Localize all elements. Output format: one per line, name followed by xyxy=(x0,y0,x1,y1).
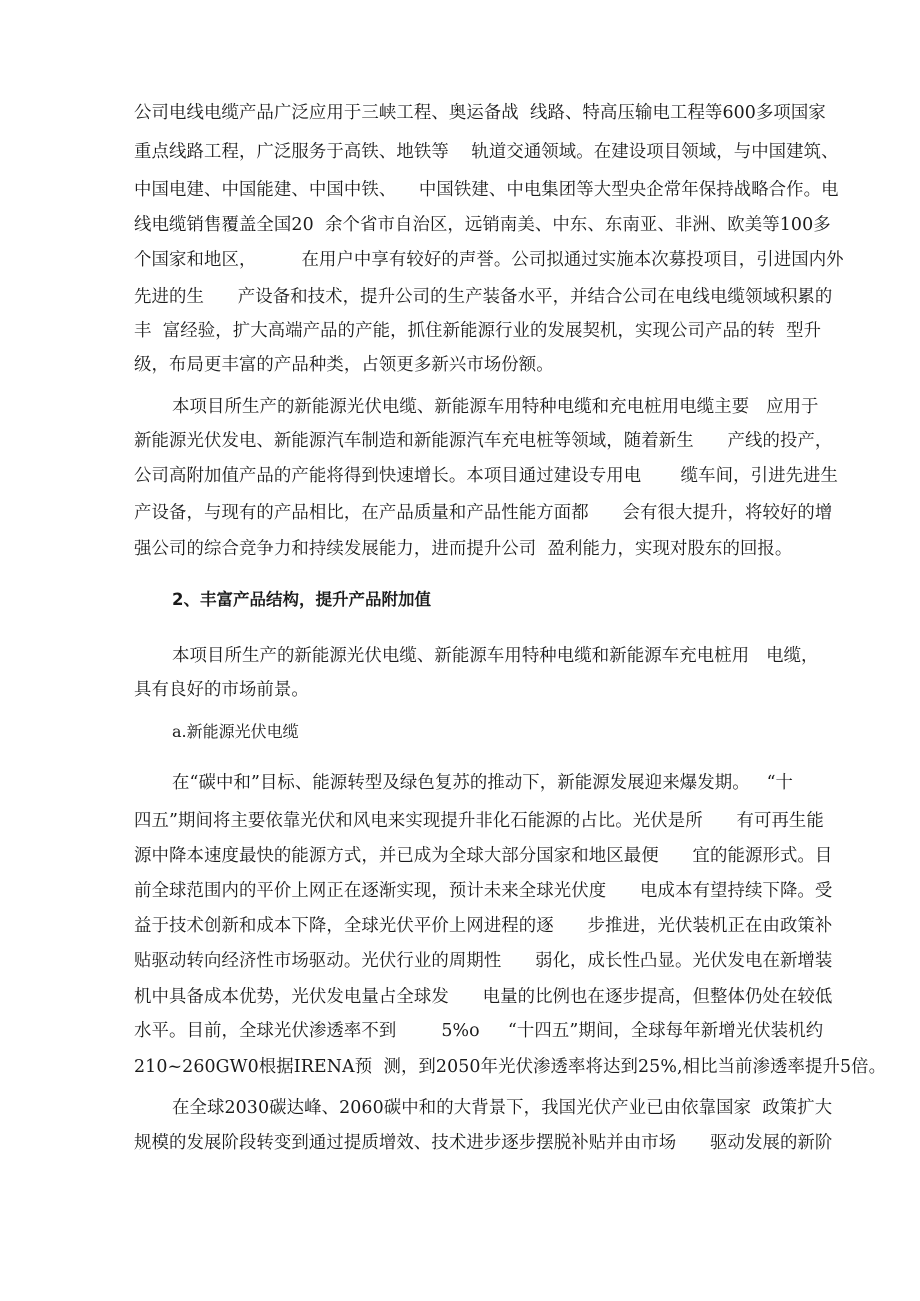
paragraph-line: 个国家和地区， 在用户中享有较好的声誉。公司拟通过实施本次募投项目，引进国内外 xyxy=(134,250,844,270)
paragraph-line: 本项目所生产的新能源光伏电缆、新能源车用特种电缆和充电桩用电缆主要 应用于 xyxy=(172,397,819,417)
paragraph-line: 公司高附加值产品的产能将得到快速增长。本项目通过建设专用电 缆车间，引进先进生 xyxy=(134,466,839,486)
paragraph-line: 源中降本速度最快的能源方式，并已成为全球大部分国家和地区最便 宜的能源形式。目 xyxy=(134,846,833,866)
paragraph-line: 丰 富经验，扩大高端产品的产能，抓住新能源行业的发展契机，实现公司产品的转 型升 xyxy=(134,321,822,341)
section-heading: 2、丰富产品结构，提升产品附加值 xyxy=(172,590,431,609)
paragraph-line: 产设备，与现有的产品相比，在产品质量和产品性能方面都 会有很大提升，将较好的增 xyxy=(134,503,833,523)
paragraph-line: 级，布局更丰富的产品种类，占领更多新兴市场份额。 xyxy=(134,355,554,375)
paragraph-line: 公司电线电缆产品广泛应用于三峡工程、奥运备战 线路、特高压输电工程等600多项国家 xyxy=(134,103,826,123)
paragraph-line: 线电缆销售覆盖全国20 余个省市自治区，远销南美、中东、东南亚、非洲、欧美等100多 xyxy=(134,215,831,235)
subsection-heading: a.新能源光伏电缆 xyxy=(172,722,299,741)
paragraph-line: 在“碳中和”目标、能源转型及绿色复苏的推动下，新能源发展迎来爆发期。 “十 xyxy=(172,773,794,793)
paragraph-line: 机中具备成本优势，光伏发电量占全球发 电量的比例也在逐步提高，但整体仍处在较低 xyxy=(134,987,833,1007)
paragraph-line: 重点线路工程，广泛服务于高铁、地铁等 轨道交通领域。在建设项目领域，与中国建筑、 xyxy=(134,142,839,162)
paragraph-line: 贴驱动转向经济性市场驱动。光伏行业的周期性 弱化，成长性凸显。光伏发电在新增装 xyxy=(134,951,833,971)
paragraph-line: 先进的生 产设备和技术，提升公司的生产装备水平，并结合公司在电线电缆领域积累的 xyxy=(134,287,833,307)
paragraph-line: 前全球范围内的平价上网正在逐渐实现，预计未来全球光伏度 电成本有望持续下降。受 xyxy=(134,881,833,901)
paragraph-line: 益于技术创新和成本下降，全球光伏平价上网进程的逐 步推进，光伏装机正在由政策补 xyxy=(134,916,833,936)
paragraph-line: 在全球2030碳达峰、2060碳中和的大背景下，我国光伏产业已由依靠国家 政策扩大 xyxy=(172,1098,833,1118)
paragraph-line: 210~260GW0根据IRENA预 测，到2050年光伏渗透率将达到25%,相比当前渗透率提升5倍。 xyxy=(134,1057,887,1077)
paragraph-line: 本项目所生产的新能源光伏电缆、新能源车用特种电缆和新能源车充电桩用 电缆， xyxy=(172,646,819,666)
paragraph-line: 水平。目前，全球光伏渗透率不到 5%o “十四五”期间，全球每年新增光伏装机约 xyxy=(134,1021,824,1041)
paragraph-line: 具有良好的市场前景。 xyxy=(134,680,309,700)
paragraph-line: 规模的发展阶段转变到通过提质增效、技术进步逐步摆脱补贴并由市场 驱动发展的新阶 xyxy=(134,1133,833,1153)
paragraph-line: 四五”期间将主要依靠光伏和风电来实现提升非化石能源的占比。光伏是所 有可再生能 xyxy=(134,811,824,831)
paragraph-line: 强公司的综合竞争力和持续发展能力，进而提升公司 盈利能力，实现对股东的回报。 xyxy=(134,539,793,559)
paragraph-line: 中国电建、中国能建、中国中铁、 中国铁建、中电集团等大型央企常年保持战略合作。电 xyxy=(134,180,839,200)
paragraph-line: 新能源光伏发电、新能源汽车制造和新能源汽车充电桩等领域，随着新生 产线的投产， xyxy=(134,431,833,451)
